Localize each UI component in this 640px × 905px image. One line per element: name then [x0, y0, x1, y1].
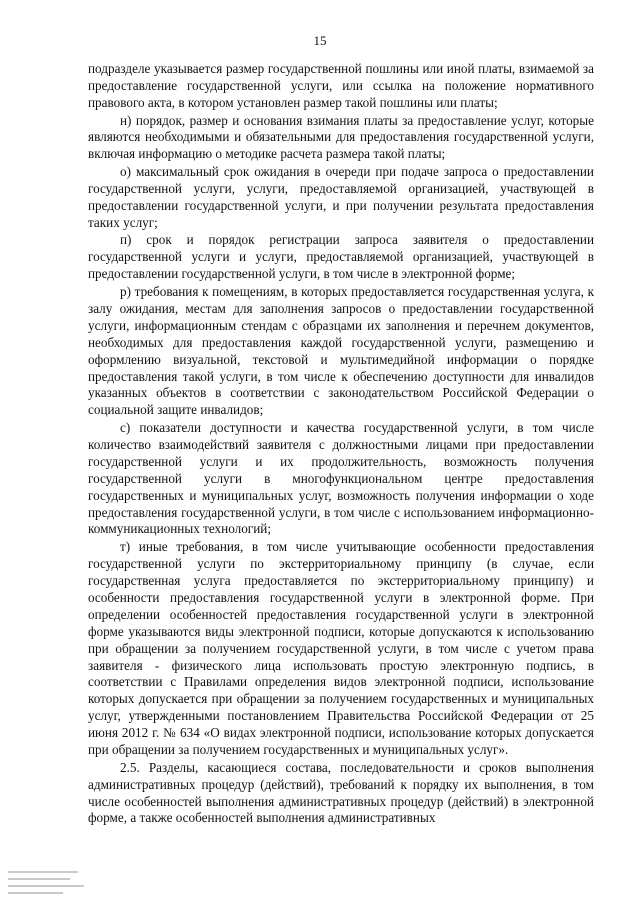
- paragraph-item-p: п) срок и порядок регистрации запроса заявителя о предоставлении государственной услуги и услуги, предоставляемой организацией, участвующей в предоставлении государственной услуги, в том числе в электронной форме;: [88, 232, 594, 282]
- document-body: [88, 61, 594, 828]
- paragraph-item-r: р) требования к помещениям, в которых предоставляется государственная услуга, к залу ожидания, местам для заполнения запросов о предоставлении государственной услуги, информационным стендам с образцами их заполнения и перечнем документов, необходимых для предоставления каждой государственной услуги, размещению и оформлению визуальной, текстовой и мультимедийной информации о порядке предоставления такой услуги, в том числе к обеспечению доступности для инвалидов указанных объектов в соответствии с законодательством Российской Федерации о социальной защите инвалидов;: [88, 283, 594, 418]
- faded-stamp-mark: [8, 869, 90, 901]
- paragraph-continuation: подразделе указывается размер государственной пошлины или иной платы, взимаемой за предоставление государственной услуги, или ссылка на положение нормативного правового акта, в котором установлен размер такой пошлины или платы;: [88, 61, 594, 110]
- paragraph-item-s: с) показатели доступности и качества государственной услуги, в том числе количество взаимодействий заявителя с должностными лицами при предоставлении государственной услуги и их продолжительность, возможность получения государственной услуги в многофункциональном центре предоставления государственных и муниципальных услуг, возможность получения информации о ходе предоставления государственной услуги, в том числе с использованием информационно-коммуникационных технологий;: [88, 420, 594, 537]
- paragraph-item-n: н) порядок, размер и основания взимания платы за предоставление услуг, которые являются необходимыми и обязательными для предоставления государственной услуги, включая информацию о методике расчета размера такой платы;: [88, 112, 594, 162]
- paragraph-item-t: т) иные требования, в том числе учитывающие особенности предоставления государственной услуги по экстерриториальному принципу (в случае, если государственная услуга предоставляется по экстерриториальному принципу) и особенности предоставления государственной услуги в электронной форме. При определении особенностей предоставления государственной услуги в электронной форме указываются виды электронной подписи, которые допускаются к использованию при обращении за получением государственной услуги, в том числе с учетом права заявителя - физического лица использовать простую электронную подпись, в соответствии с Правилами определения видов электронной подписи, использование которых допускается при обращении за получением государственных и муниципальных услуг, утвержденными постановлением Правительства Российской Федерации от 25 июня 2012 г. № 634 «О видах электронной подписи, использование которых допускается при обращении за получением государственных и муниципальных услуг».: [88, 539, 594, 758]
- paragraph-section-2-5: 2.5. Разделы, касающиеся состава, последовательности и сроков выполнения административных процедур (действий), требований к порядку их выполнения, в том числе особенностей выполнения административных процедур (действий) в электронной форме, а также особенностей выполнения административных: [88, 759, 594, 826]
- page-number: 15: [313, 33, 327, 48]
- paragraph-item-o: о) максимальный срок ожидания в очереди при подаче запроса о предоставлении государственной услуги, услуги, предоставляемой организацией, участвующей в предоставлении государственной услуги, и при получении результата предоставления таких услуг;: [88, 164, 594, 230]
